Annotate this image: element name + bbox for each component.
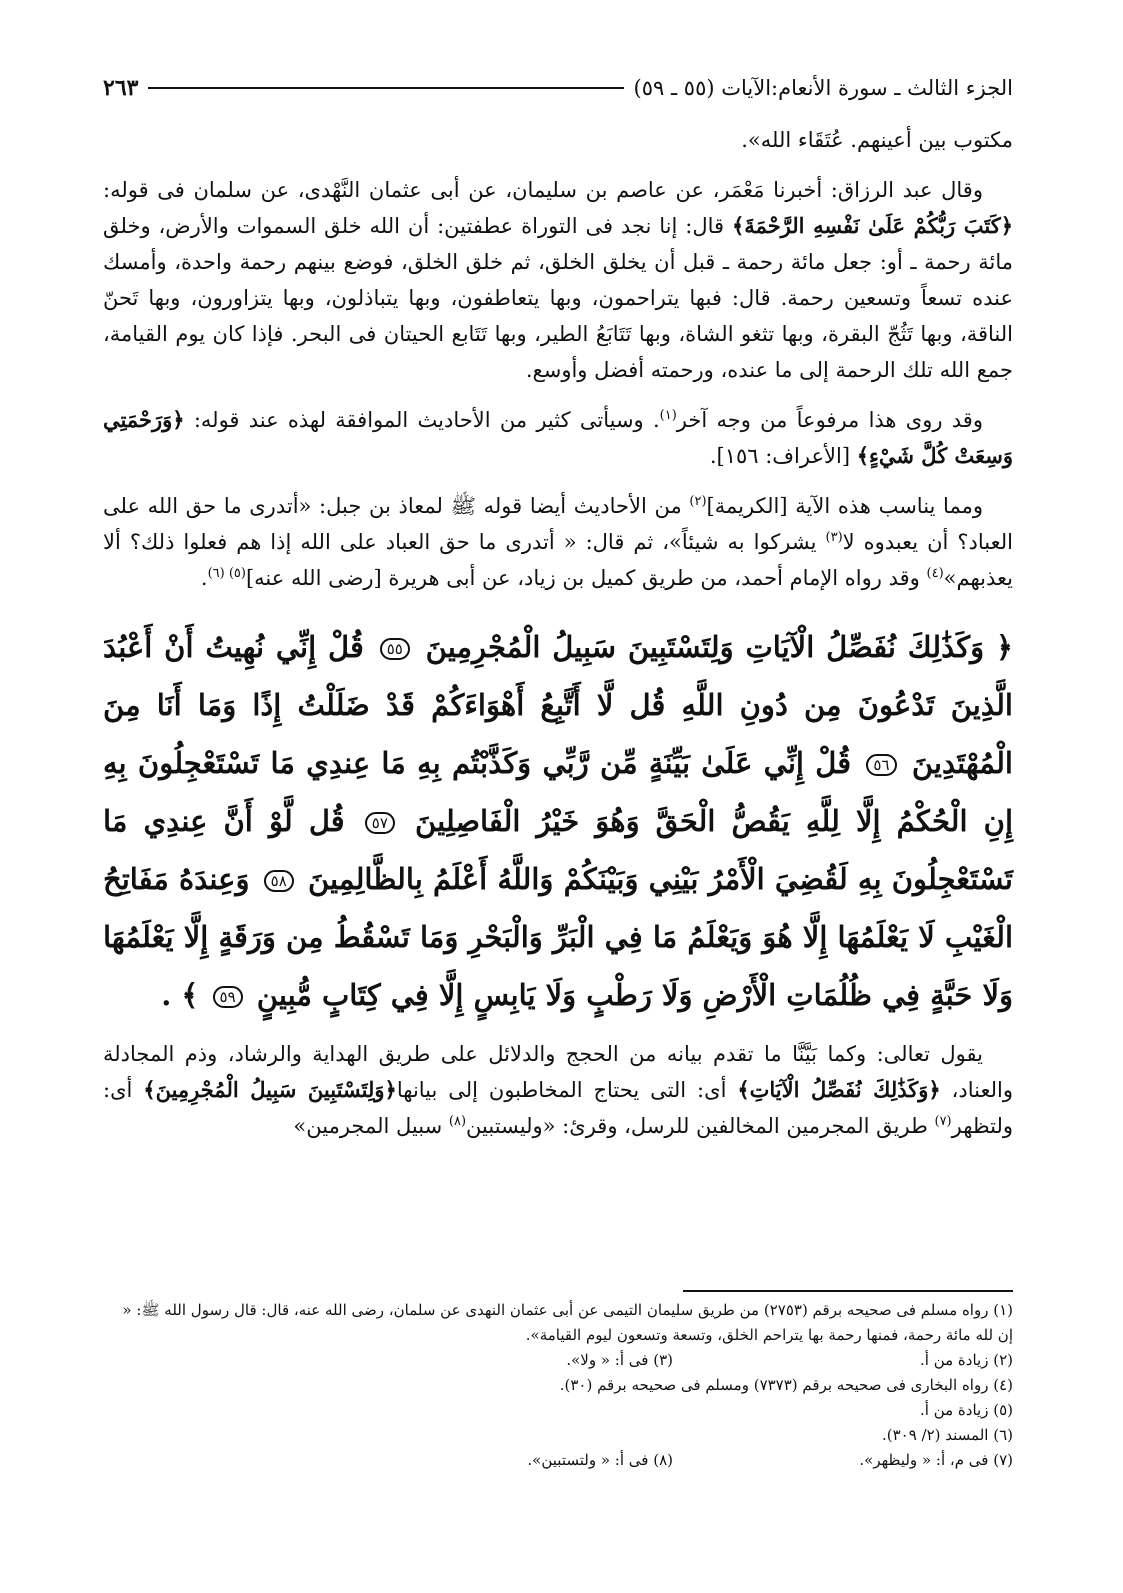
footnote-ref-2[interactable]: (٢): [689, 494, 707, 509]
footnote-1: (١) رواه مسلم فى صحيحه برقم (٢٧٥٣) من طريق سليمان التيمى عن أبى عثمان النهدى عن سلمان، رضى الله عنه، قال: قال رسول الله ﷺ: « إن لله مائة رحمة، فمنها رحمة بها يتراحم الخلق، وتسعة وتسعون ليوم القيامة».: [122, 1301, 1013, 1344]
verse-number-59: ٥٩: [213, 986, 243, 1008]
paragraph-2-text-b: قال: إنا نجد فى التوراة عطفتين: أن الله خلق السموات والأرض، وخلق مائة رحمة ـ أو: جعل مائة رحمة ـ قبل أن يخلق الخلق، ثم خلق الخلق، فوضع بينهم رحمة واحدة، وأمسك عنده تسعاً وتسعين رحمة. قال: فبها يتراحمون، وبها يتعاطفون، وبها يتباذلون، وبها يتزاورون، وبها تَحنّ الناقة، وبها تَثُجّ البقرة، وبها تثغو الشاة، وبها تَتَابَعُ الطير، وبها تَتَابع الحيتان فى البحر. فإذا كان يوم القيامة، جمع الله تلك الرحمة إلى ما عنده، ورحمته أفضل وأوسع.: [103, 214, 1013, 382]
commentary-text-5: سبيل المجرمين»: [293, 1114, 443, 1138]
paragraph-4: [103, 488, 1013, 596]
quran-quote-3: ﴿وَكَذَٰلِكَ نُفَصِّلُ الْآيَاتِ﴾: [737, 1077, 941, 1102]
verse-58-text: قُل لَّوْ أَنَّ عِندِي مَا تَسْتَعْجِلُونَ بِهِ لَقُضِيَ الْأَمْرُ بَيْنِي وَبَيْنَكُمْ وَاللَّهُ أَعْلَمُ بِالظَّالِمِينَ: [103, 804, 1013, 896]
footnote-ref-1[interactable]: (١): [659, 408, 677, 423]
footnote-3: (٣) فى أ: « ولا».: [566, 1351, 673, 1369]
quran-verses-block: [103, 618, 1013, 1024]
paragraph-3-text-b: . وسيأتى كثير من الأحاديث الموافقة لهذه عند قوله:: [193, 408, 660, 432]
ornate-bracket-close: ﴾ .: [161, 978, 199, 1012]
quran-quote-4: ﴿وَلِتَسْتَبِينَ سَبِيلُ الْمُجْرِمِينَ﴾: [143, 1077, 397, 1102]
paragraph-3: [103, 402, 1013, 474]
footnote-ref-3[interactable]: (٣): [825, 530, 843, 545]
verse-59-text: وَعِندَهُ مَفَاتِحُ الْغَيْبِ لَا يَعْلَمُهَا إِلَّا هُوَ وَيَعْلَمُ مَا فِي الْبَرِّ وَالْبَحْرِ وَمَا تَسْقُطُ مِن وَرَقَةٍ إِلَّا يَعْلَمُهَا وَلَا حَبَّةٍ فِي ظُلُمَاتِ الْأَرْضِ وَلَا رَطْبٍ وَلَا يَابِسٍ إِلَّا فِي كِتَابٍ مُّبِينٍ: [103, 862, 1013, 1012]
footnote-6: (٦) المسند (٢/ ٣٠٩).: [881, 1426, 1013, 1444]
footnote-8: (٨) فى أ: « ولتستبين».: [527, 1451, 673, 1469]
ornate-bracket-open: ﴿: [995, 630, 1013, 664]
footnote-ref-7[interactable]: (٧): [934, 1114, 952, 1129]
footnotes: [103, 1298, 1013, 1473]
paragraph-4-text-a: ومما يناسب هذه الآية [الكريمة]: [706, 494, 983, 518]
paragraph-4-text-e: .: [200, 566, 208, 590]
commentary-text-3: أى: ولتظهر: [103, 1078, 1013, 1138]
main-text: [103, 122, 1013, 1158]
footnote-5: (٥) زيادة من أ.: [920, 1401, 1013, 1419]
verse-number-58: ٥٨: [264, 870, 294, 892]
commentary-text-2: أى: التى يحتاج المخاطبون إلى بيانها: [396, 1078, 727, 1102]
commentary-text-1: يقول تعالى: وكما بَيَّنَّا ما تقدم بيانه من الحجج والدلائل على طريق الهداية والرشاد، وذم المجادلة والعناد،: [103, 1042, 1013, 1102]
commentary-paragraph: [103, 1036, 1013, 1144]
footnote-ref-5-6[interactable]: (٥) (٦): [207, 566, 246, 581]
paragraph-3-text-a: وقد روى هذا مرفوعاً من وجه آخر: [676, 408, 983, 432]
running-header: [103, 70, 1013, 106]
verse-number-57: ٥٧: [365, 812, 395, 834]
paragraph-3-text-c: [الأعراف: ١٥٦].: [709, 444, 851, 468]
footnote-2: (٢) زيادة من أ.: [920, 1351, 1013, 1369]
verse-number-56: ٥٦: [866, 754, 896, 776]
quran-quote-2: ﴿وَرَحْمَتِي وَسِعَتْ كُلَّ شَيْءٍ﴾: [103, 407, 1013, 468]
commentary-text-4: طريق المجرمين المخالفين للرسل، وقرئ: «وليستبين: [466, 1114, 928, 1138]
footnote-ref-8[interactable]: (٨): [448, 1114, 467, 1129]
footnote-ref-4[interactable]: (٤): [926, 566, 944, 581]
footnote-4: (٤) رواه البخارى فى صحيحه برقم (٧٣٧٣) ومسلم فى صحيحه برقم (٣٠).: [559, 1376, 1013, 1394]
footnote-7: (٧) فى م، أ: « وليظهر».: [859, 1451, 1013, 1469]
paragraph-4-text-b: من الأحاديث أيضا قوله ﷺ لمعاذ بن جبل: «أتدرى ما حق الله على العباد؟ أن يعبدوه لا: [103, 494, 1013, 554]
verse-56-text: قُلْ إِنِّي نُهِيتُ أَنْ أَعْبُدَ الَّذِينَ تَدْعُونَ مِن دُونِ اللَّهِ قُل لَّا أَتَّبِعُ أَهْوَاءَكُمْ قَدْ ضَلَلْتُ إِذًا وَمَا أَنَا مِنَ الْمُهْتَدِينَ: [103, 630, 1013, 780]
paragraph-4-text-c: يشركوا به شيئاً»، ثم قال: « أتدرى ما حق العباد على الله إذا هم فعلوا ذلك؟ ألا يعذبهم»: [103, 530, 1013, 590]
verse-55-text: وَكَذَٰلِكَ نُفَصِّلُ الْآيَاتِ وَلِتَسْتَبِينَ سَبِيلُ الْمُجْرِمِينَ: [425, 630, 985, 664]
quran-quote-1: ﴿كَتَبَ رَبُّكُمْ عَلَىٰ نَفْسِهِ الرَّحْمَةَ﴾: [732, 213, 1014, 238]
header-title: الجزء الثالث ـ سورة الأنعام:الآيات (٥٥ ـ ٥٩): [633, 76, 1013, 100]
verse-57-text: قُلْ إِنِّي عَلَىٰ بَيِّنَةٍ مِّن رَّبِّي وَكَذَّبْتُم بِهِ مَا عِندِي مَا تَسْتَعْجِلُونَ بِهِ إِنِ الْحُكْمُ إِلَّا لِلَّهِ يَقُصُّ الْحَقَّ وَهُوَ خَيْرُ الْفَاصِلِينَ: [103, 746, 1014, 838]
footnote-row-2-3: [103, 1348, 1013, 1373]
paragraph-2-text-a: وقال عبد الرزاق: أخبرنا مَعْمَر، عن عاصم بن سليمان، عن أبى عثمان النَّهْدى، عن سلمان فى قوله:: [103, 178, 983, 202]
paragraph-2: [103, 172, 1013, 388]
footnote-row-7-8: [103, 1448, 1013, 1473]
footnote-separator: [683, 1290, 1013, 1292]
paragraph-1: مكتوب بين أعينهم. عُتَقَاء الله».: [741, 128, 1013, 152]
header-rule: [148, 87, 623, 89]
page-number: ٢٦٣: [103, 75, 139, 101]
verse-number-55: ٥٥: [380, 638, 410, 660]
paragraph-4-text-d: وقد رواه الإمام أحمد، من طريق كميل بن زياد، عن أبى هريرة [رضى الله عنه]: [245, 566, 920, 590]
